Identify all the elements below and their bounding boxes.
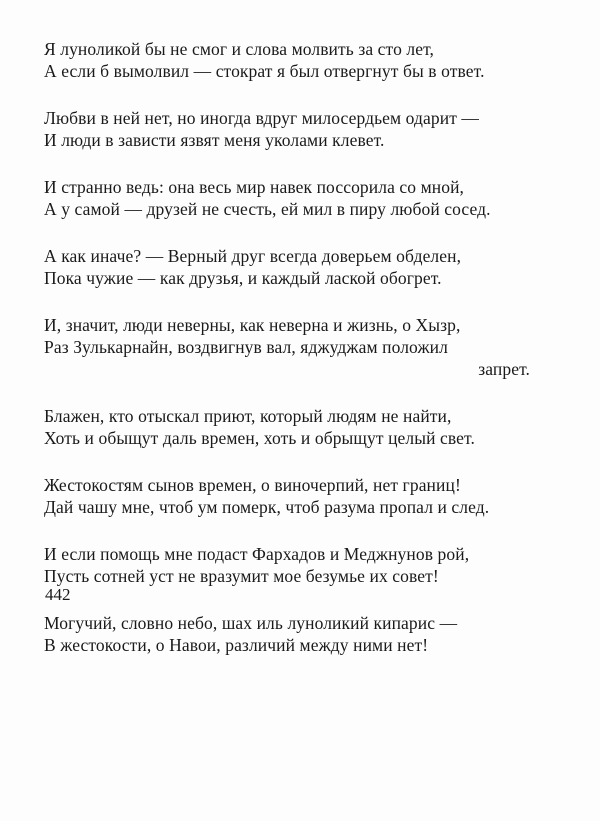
poem-line: И если помощь мне подаст Фархадов и Меджнунов рой, [44,544,470,564]
poem-line: Хоть и обыщут даль времен, хоть и обрыщут целый свет. [44,428,475,448]
poem-line: А у самой — друзей не счесть, ей мил в пиру любой сосед. [44,199,491,219]
stanza-5 [44,314,544,380]
poem-line: Дай чашу мне, чтоб ум померк, чтоб разума пропал и след. [44,497,490,517]
stanza-7 [44,474,544,518]
poem-line: А как иначе? — Верный друг всегда доверьем обделен, [44,246,462,266]
poem-line: Жестокостям сынов времен, о виночерпий, нет границ! [44,475,461,495]
poem-line: Пусть сотней уст не вразумит мое безумье их совет! [44,566,439,586]
poem-line: И, значит, люди неверны, как неверна и жизнь, о Хызр, [44,315,461,335]
stanza-9 [44,612,544,656]
stanza-4 [44,245,544,289]
poem-line: А если б вымолвил — стократ я был отвергнут бы в ответ. [44,61,485,81]
poem-line: Любви в ней нет, но иногда вдруг милосердьем одарит — [44,108,480,128]
poem [44,38,544,681]
stanza-1 [44,38,544,82]
poem-line: Могучий, словно небо, шах иль луноликий кипарис — [44,613,458,633]
stanza-3 [44,176,544,220]
poem-line: Раз Зулькарнайн, воздвигнув вал, яджуджам положил [44,337,448,357]
stanza-2 [44,107,544,151]
stanza-6 [44,405,544,449]
poem-line: И люди в зависти язвят меня уколами клевет. [44,130,385,150]
stanza-8 [44,543,544,587]
poem-line: Пока чужие — как друзья, и каждый лаской обогрет. [44,268,442,288]
poem-line: В жестокости, о Навои, различий между ними нет! [44,635,429,655]
page-number: 442 [45,585,71,604]
poem-line-continuation: запрет. [478,359,530,379]
poem-line: И странно ведь: она весь мир навек поссорила со мной, [44,177,465,197]
poem-line: Я луноликой бы не смог и слова молвить за сто лет, [44,39,434,59]
poem-line: Блажен, кто отыскал приют, который людям не найти, [44,406,452,426]
